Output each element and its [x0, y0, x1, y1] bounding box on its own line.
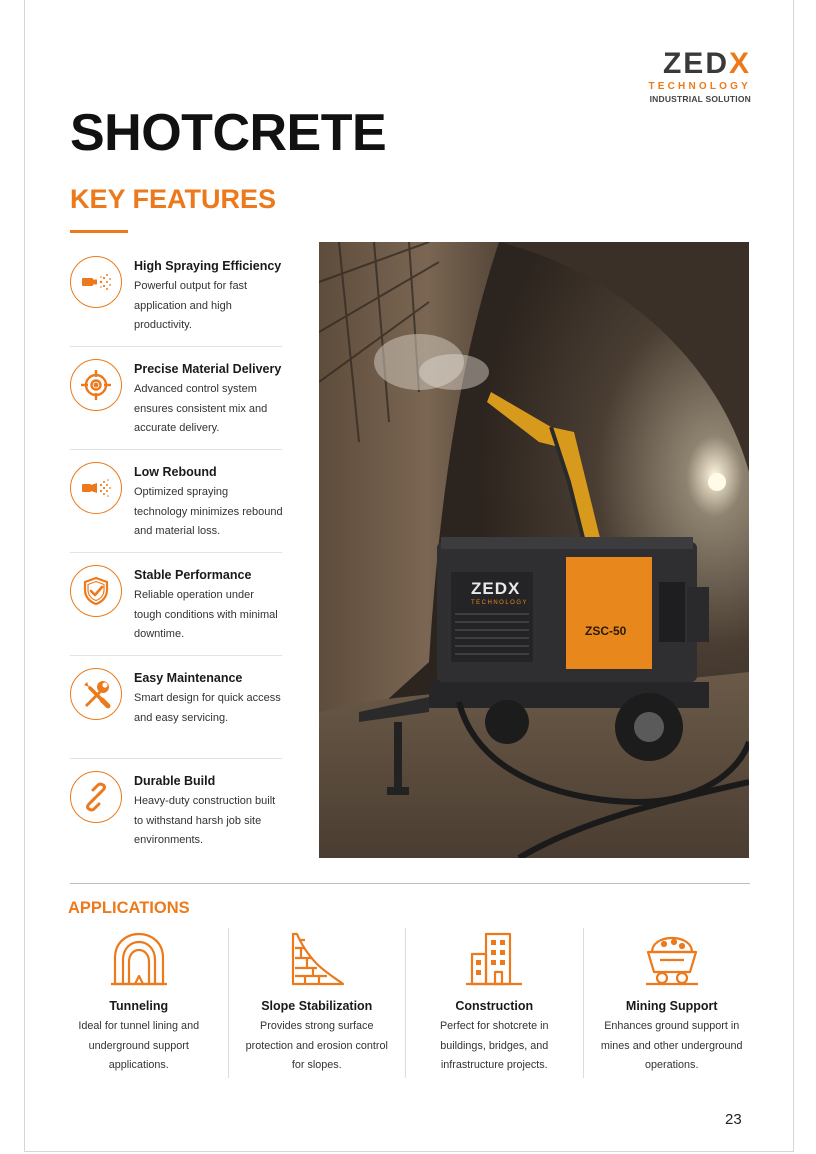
shotcrete-machine-photo: [319, 242, 749, 858]
building-icon: [464, 930, 524, 988]
target-crosshair-icon: [70, 359, 122, 411]
spray-nozzle-icon: [70, 462, 122, 514]
feature-list: [70, 244, 282, 862]
logo-subtitle: TECHNOLOGY: [648, 81, 751, 92]
tunnel-icon: [109, 930, 169, 988]
feature-title: Durable Build: [134, 774, 216, 788]
application-item: [50, 928, 228, 1078]
shield-check-icon: [70, 565, 122, 617]
application-item: [583, 928, 761, 1078]
spray-nozzle-icon: [70, 256, 122, 308]
feature-item: [70, 553, 282, 656]
application-title: Slope Stabilization: [261, 999, 373, 1013]
feature-description: Heavy-duty construction built to withstand harsh job site environments.: [134, 795, 276, 846]
logo-tagline: INDUSTRIAL SOLUTION: [649, 94, 751, 104]
zedx-logo: [633, 47, 751, 105]
section-divider: [70, 883, 750, 884]
feature-item: [70, 244, 282, 347]
page-number: 23: [725, 1111, 742, 1128]
application-title: Mining Support: [625, 999, 718, 1013]
application-title: Construction: [455, 999, 534, 1013]
application-description: Enhances ground support in mines and other underground operations.: [600, 1020, 743, 1071]
applications-heading: APPLICATIONS: [68, 899, 190, 917]
page-title: SHOTCRETE: [70, 104, 387, 162]
application-description: Provides strong surface protection and erosion control for slopes.: [245, 1020, 388, 1071]
machine-brand-sub-text: TECHNOLOGY: [471, 600, 529, 606]
feature-item: [70, 759, 282, 862]
mine-cart-icon: [642, 930, 702, 988]
feature-title: Easy Maintenance: [134, 671, 243, 685]
machine-model-text: ZSC-50: [585, 624, 627, 638]
feature-title: Stable Performance: [134, 568, 252, 582]
feature-description: Smart design for quick access and easy servicing.: [134, 692, 281, 724]
feature-description: Powerful output for fast application and high productivity.: [134, 280, 248, 331]
feature-description: Reliable operation under tough conditions with minimal downtime.: [134, 589, 278, 640]
feature-title: Low Rebound: [134, 465, 217, 479]
key-features-heading: KEY FEATURES: [70, 184, 277, 214]
application-title: Tunneling: [109, 999, 169, 1013]
applications-list: [50, 928, 760, 1078]
feature-item: [70, 450, 282, 553]
wrench-screwdriver-icon: [70, 668, 122, 720]
chain-link-icon: [70, 771, 122, 823]
heading-underline: [70, 230, 128, 233]
feature-title: Precise Material Delivery: [134, 362, 282, 376]
feature-title: High Spraying Efficiency: [134, 259, 282, 273]
feature-description: Optimized spraying technology minimizes rebound and material loss.: [134, 486, 283, 537]
application-description: Perfect for shotcrete in buildings, bridges, and infrastructure projects.: [439, 1020, 549, 1071]
logo-word-a: ZED: [662, 47, 729, 80]
feature-item: [70, 347, 282, 450]
logo-word-b: X: [728, 47, 751, 80]
feature-item: [70, 656, 282, 759]
machine-brand-text: ZEDX: [471, 579, 521, 598]
slope-wall-icon: [287, 930, 347, 988]
application-item: [405, 928, 583, 1078]
application-item: [228, 928, 406, 1078]
feature-description: Advanced control system ensures consistent mix and accurate delivery.: [134, 383, 268, 434]
application-description: Ideal for tunnel lining and underground support applications.: [78, 1020, 200, 1071]
